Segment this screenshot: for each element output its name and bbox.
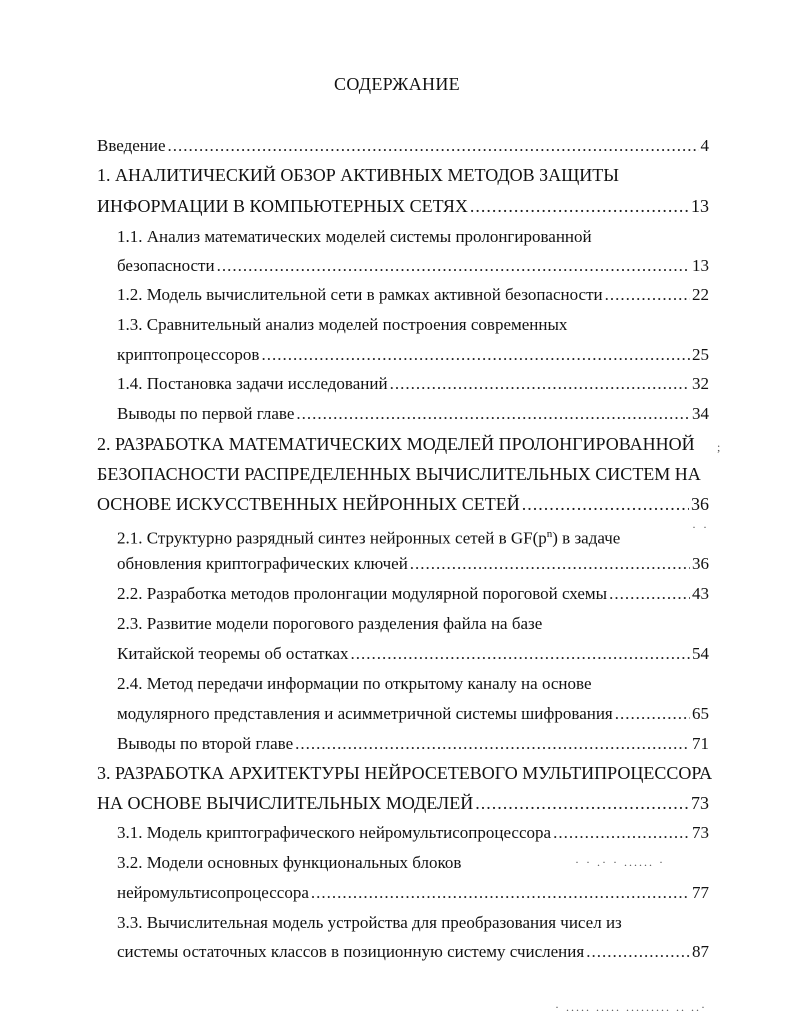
toc-entry-label: Введение — [97, 136, 166, 155]
toc-page-number: 77 — [692, 883, 709, 902]
dot-leader — [553, 823, 690, 843]
toc-section-2-4[interactable] — [117, 704, 709, 724]
scan-speck: · ..... ..... ......... .. ..· — [555, 1000, 707, 1014]
toc-page-number: 43 — [692, 584, 709, 603]
toc-page-number: 87 — [692, 942, 709, 961]
dot-leader — [410, 554, 690, 574]
toc-page-number: 73 — [692, 823, 709, 842]
toc-chapter-2-line1[interactable]: 2. РАЗРАБОТКА МАТЕМАТИЧЕСКИХ МОДЕЛЕЙ ПРОЛОНГИРОВАННОЙ — [97, 434, 695, 454]
toc-entry-label: ОСНОВЕ ИСКУССТВЕННЫХ НЕЙРОННЫХ СЕТЕЙ — [97, 494, 520, 514]
toc-page-number: 54 — [692, 644, 709, 663]
toc-page-number: 13 — [691, 196, 709, 216]
toc-page-number: 25 — [692, 345, 709, 364]
toc-section-3-3-line1[interactable]: 3.3. Вычислительная модель устройства для преобразования чисел из — [117, 913, 622, 932]
toc-entry-intro[interactable] — [97, 136, 709, 156]
toc-entry-label: ИНФОРМАЦИИ В КОМПЬЮТЕРНЫХ СЕТЯХ — [97, 196, 468, 216]
scan-speck: · · — [692, 520, 709, 534]
toc-section-2-2[interactable] — [117, 584, 709, 604]
toc-section-2-1[interactable] — [117, 554, 709, 574]
toc-page-number: 13 — [692, 256, 709, 275]
superscript-n: n — [546, 528, 553, 540]
toc-page-number: 36 — [692, 554, 709, 573]
toc-section-1-3[interactable] — [117, 345, 709, 365]
toc-entry-label: системы остаточных классов в позиционную систему счисления — [117, 942, 585, 961]
toc-chapter-3-line1[interactable]: 3. РАЗРАБОТКА АРХИТЕКТУРЫ НЕЙРОСЕТЕВОГО МУЛЬТИПРОЦЕССОРА — [97, 763, 713, 783]
toc-chapter-2-line2[interactable]: БЕЗОПАСНОСТИ РАСПРЕДЕЛЕННЫХ ВЫЧИСЛИТЕЛЬНЫХ СИСТЕМ НА — [97, 464, 701, 484]
toc-page-number: 4 — [700, 136, 709, 155]
toc-page-number: 73 — [691, 793, 709, 813]
toc-section-1-3-line1[interactable]: 1.3. Сравнительный анализ моделей построения современных — [117, 315, 568, 334]
toc-entry-label: безопасности — [117, 256, 215, 275]
toc-entry-text: 2.1. Структурно разрядный синтез нейронных сетей в GF(p — [117, 528, 547, 548]
toc-section-2-3-line1[interactable]: 2.3. Развитие модели порогового разделения файла на базе — [117, 614, 543, 633]
dot-leader — [311, 883, 690, 903]
dot-leader — [470, 196, 689, 216]
dot-leader — [295, 734, 690, 754]
toc-entry-label: криптопроцессоров — [117, 345, 260, 364]
toc-section-1-1[interactable] — [117, 256, 709, 276]
dot-leader — [586, 942, 690, 962]
toc-page-number: 71 — [692, 734, 709, 753]
toc-entry-label: обновления криптографических ключей — [117, 554, 408, 573]
toc-section-1-1-line1[interactable]: 1.1. Анализ математических моделей системы пролонгированной — [117, 227, 592, 246]
dot-leader — [390, 374, 690, 394]
dot-leader — [615, 704, 690, 724]
dot-leader — [217, 256, 690, 276]
toc-page-number: 32 — [692, 374, 709, 393]
toc-entry-label: 2.2. Разработка методов пролонгации модулярной пороговой схемы — [117, 584, 608, 603]
toc-section-2-4-line1[interactable]: 2.4. Метод передачи информации по открытому каналу на основе — [117, 674, 592, 693]
toc-entry-label: Выводы по первой главе — [117, 404, 295, 423]
toc-page-number: 65 — [692, 704, 709, 723]
toc-section-2-1-line1[interactable] — [117, 524, 620, 549]
dot-leader — [296, 404, 690, 424]
toc-section-3-2-line1[interactable]: 3.2. Модели основных функциональных блоков — [117, 853, 462, 872]
dot-leader — [168, 136, 699, 156]
toc-chapter-3[interactable] — [97, 793, 709, 813]
toc-entry-label: 3.1. Модель криптографического нейромультисопроцессора — [117, 823, 552, 842]
toc-section-2-3[interactable] — [117, 644, 709, 664]
toc-entry-text: ) в задаче — [552, 528, 621, 548]
dot-leader — [522, 494, 689, 514]
toc-section-3-1[interactable] — [117, 823, 709, 843]
dot-leader — [605, 285, 690, 305]
toc-entry-label: НА ОСНОВЕ ВЫЧИСЛИТЕЛЬНЫХ МОДЕЛЕЙ — [97, 793, 474, 813]
toc-page-number: 34 — [692, 404, 709, 423]
toc-entry-label: Выводы по второй главе — [117, 734, 294, 753]
toc-entry-label: Китайской теоремы об остатках — [117, 644, 349, 663]
toc-page-number: 36 — [691, 494, 709, 514]
toc-entry-label: 1.4. Постановка задачи исследований — [117, 374, 388, 393]
dot-leader — [609, 584, 690, 604]
page-title: СОДЕРЖАНИЕ — [334, 74, 460, 94]
scan-speck: · · .· · ...... · — [575, 855, 665, 869]
toc-section-1-2[interactable] — [117, 285, 709, 305]
toc-conclusions-1[interactable] — [117, 404, 709, 424]
toc-chapter-1[interactable] — [97, 196, 709, 216]
toc-chapter-1-line1[interactable]: 1. АНАЛИТИЧЕСКИЙ ОБЗОР АКТИВНЫХ МЕТОДОВ ЗАЩИТЫ — [97, 165, 619, 185]
toc-section-3-2[interactable] — [117, 883, 709, 903]
dot-leader — [351, 644, 690, 664]
dot-leader — [475, 793, 689, 813]
toc-entry-label: 1.2. Модель вычислительной сети в рамках активной безопасности — [117, 285, 603, 304]
toc-conclusions-2[interactable] — [117, 734, 709, 754]
scan-speck: ; — [717, 440, 723, 454]
toc-entry-label: нейромультисопроцессора — [117, 883, 309, 902]
toc-entry-label: модулярного представления и асимметричной системы шифрования — [117, 704, 613, 723]
toc-section-1-4[interactable] — [117, 374, 709, 394]
dot-leader — [261, 345, 690, 365]
toc-section-3-3[interactable] — [117, 942, 709, 962]
toc-page-number: 22 — [692, 285, 709, 304]
toc-chapter-2[interactable] — [97, 494, 709, 514]
